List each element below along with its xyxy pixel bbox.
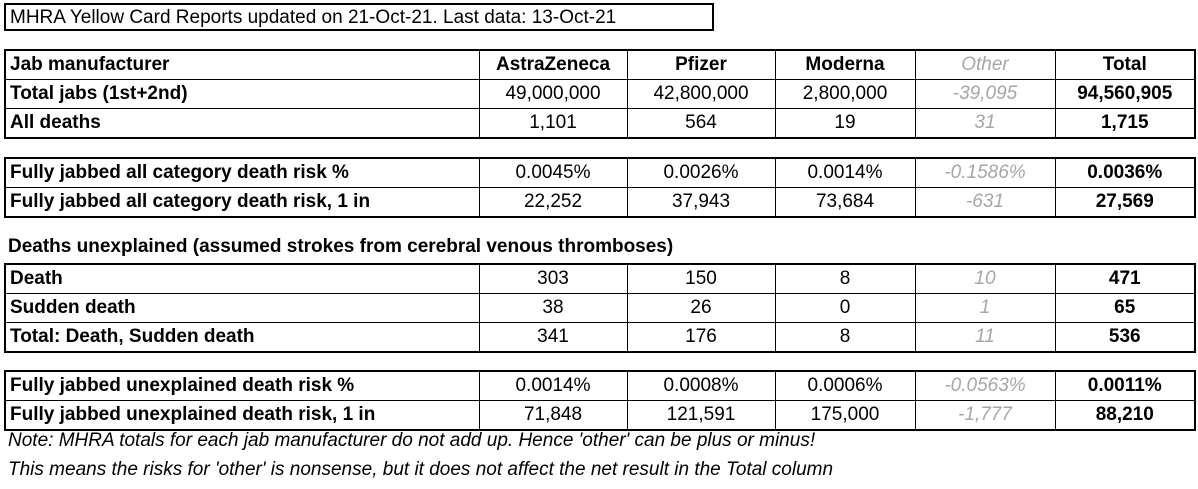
cell-moderna: 19: [775, 109, 915, 139]
cell-pfizer: 0.0026%: [627, 158, 775, 188]
table-row: [5, 188, 1195, 218]
table-row: [5, 294, 1195, 323]
cell-astrazeneca: 0.0014%: [479, 371, 627, 401]
cell-pfizer: 37,943: [627, 188, 775, 218]
cell-total: 0.0036%: [1055, 158, 1195, 188]
section-label: Deaths unexplained (assumed strokes from cerebral venous thromboses): [8, 236, 674, 257]
cell-total: 1,715: [1055, 109, 1195, 139]
cell-other: -1,777: [915, 401, 1055, 431]
cell-astrazeneca: 1,101: [479, 109, 627, 139]
header-total: Total: [1055, 50, 1195, 80]
cell-pfizer: 121,591: [627, 401, 775, 431]
unexplained-risk-table: [4, 370, 1196, 431]
cell-moderna: 73,684: [775, 188, 915, 218]
cell-other: -0.1586%: [915, 158, 1055, 188]
cell-astrazeneca: 303: [479, 264, 627, 294]
all-category-risk-table: [4, 157, 1196, 218]
cell-total: 65: [1055, 294, 1195, 323]
row-label: Total jabs (1st+2nd): [5, 80, 479, 109]
jabs-table: [4, 49, 1196, 139]
cell-astrazeneca: 22,252: [479, 188, 627, 218]
header-other: Other: [915, 50, 1055, 80]
row-label: Fully jabbed all category death risk %: [5, 158, 479, 188]
row-label: All deaths: [5, 109, 479, 139]
cell-pfizer: 150: [627, 264, 775, 294]
header-astrazeneca: AstraZeneca: [479, 50, 627, 80]
row-label: Fully jabbed unexplained death risk %: [5, 371, 479, 401]
cell-other: 31: [915, 109, 1055, 139]
header-manufacturer: Jab manufacturer: [5, 50, 479, 80]
cell-other: 1: [915, 294, 1055, 323]
header-moderna: Moderna: [775, 50, 915, 80]
cell-total: 536: [1055, 323, 1195, 353]
row-label: Fully jabbed unexplained death risk, 1 in: [5, 401, 479, 431]
cell-other: -39,095: [915, 80, 1055, 109]
table-row: [5, 264, 1195, 294]
cell-pfizer: 564: [627, 109, 775, 139]
cell-other: -0.0563%: [915, 371, 1055, 401]
cell-astrazeneca: 38: [479, 294, 627, 323]
cell-other: 11: [915, 323, 1055, 353]
row-label: Total: Death, Sudden death: [5, 323, 479, 353]
cell-pfizer: 42,800,000: [627, 80, 775, 109]
cell-total: 471: [1055, 264, 1195, 294]
cell-moderna: 8: [775, 264, 915, 294]
cell-other: 10: [915, 264, 1055, 294]
cell-moderna: 0.0006%: [775, 371, 915, 401]
row-label: Sudden death: [5, 294, 479, 323]
cell-total: 27,569: [1055, 188, 1195, 218]
header-pfizer: Pfizer: [627, 50, 775, 80]
cell-pfizer: 0.0008%: [627, 371, 775, 401]
table-row: [5, 371, 1195, 401]
row-label: Fully jabbed all category death risk, 1 in: [5, 188, 479, 218]
row-label: Death: [5, 264, 479, 294]
cell-moderna: 0: [775, 294, 915, 323]
cell-total: 94,560,905: [1055, 80, 1195, 109]
cell-pfizer: 26: [627, 294, 775, 323]
cell-moderna: 0.0014%: [775, 158, 915, 188]
page-title: MHRA Yellow Card Reports updated on 21-Oct-21. Last data: 13-Oct-21: [4, 3, 714, 31]
cell-moderna: 175,000: [775, 401, 915, 431]
table-row: [5, 158, 1195, 188]
unexplained-deaths-table: [4, 263, 1196, 353]
cell-pfizer: 176: [627, 323, 775, 353]
cell-astrazeneca: 71,848: [479, 401, 627, 431]
cell-total: 0.0011%: [1055, 371, 1195, 401]
table-row: [5, 323, 1195, 353]
header-row: [5, 50, 1195, 80]
cell-astrazeneca: 341: [479, 323, 627, 353]
footnote-2: This means the risks for 'other' is nonsense, but it does not affect the net result in the Total column: [8, 459, 834, 480]
footnote-1: Note: MHRA totals for each jab manufacturer do not add up. Hence 'other' can be plus or minus!: [8, 430, 816, 451]
cell-astrazeneca: 0.0045%: [479, 158, 627, 188]
cell-astrazeneca: 49,000,000: [479, 80, 627, 109]
table-row: [5, 80, 1195, 109]
table-row: [5, 109, 1195, 139]
cell-total: 88,210: [1055, 401, 1195, 431]
cell-moderna: 2,800,000: [775, 80, 915, 109]
cell-moderna: 8: [775, 323, 915, 353]
table-row: [5, 401, 1195, 431]
cell-other: -631: [915, 188, 1055, 218]
